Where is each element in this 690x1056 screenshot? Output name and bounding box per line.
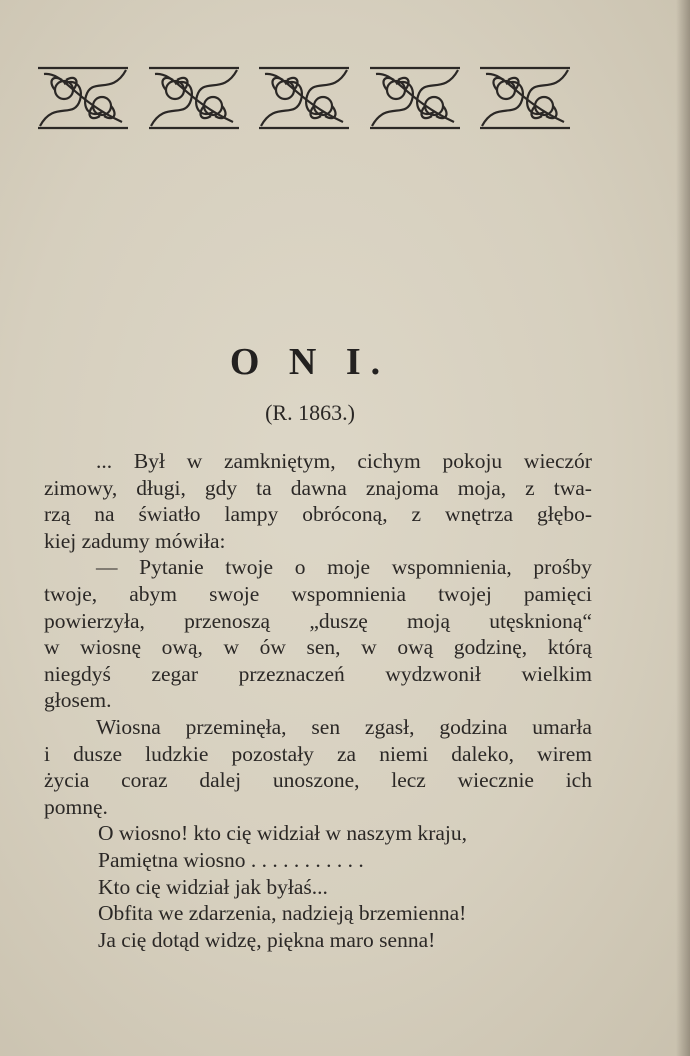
ornament-border [34, 60, 574, 136]
verse-line: Pamiętna wiosno . . . . . . . . . . . [98, 847, 364, 872]
text-line: powierzyła, przenoszą „duszę moją utęsknioną“ [44, 608, 592, 633]
text-line: twoje, abym swoje wspomnienia twojej pamięci [44, 581, 592, 606]
text-line: kiej zadumy mówiła: [44, 528, 226, 553]
text-line: życia coraz dalej unoszone, lecz wiecznie ich [44, 768, 592, 793]
chapter-title: O N I. [229, 341, 391, 383]
text-line: ... Był w zamkniętym, cichym pokoju wieczór [96, 449, 592, 473]
text-line: zimowy, długi, gdy ta dawna znajoma moja, z twa- [44, 475, 592, 500]
floral-ornament-icon [255, 60, 353, 136]
text-line: w wiosnę ową, w ów sen, w ową godzinę, którą [44, 635, 592, 660]
text-line: pomnę. [44, 794, 108, 819]
body-text [44, 448, 592, 953]
floral-ornament-icon [476, 60, 574, 136]
text-line: rzą na światło lampy obróconą, z wnętrza głębo- [44, 502, 592, 527]
chapter-subtitle: (R. 1863.) [265, 400, 355, 425]
verse-line: Kto cię widział jak byłaś... [98, 874, 328, 899]
floral-ornament-icon [145, 60, 243, 136]
floral-ornament-icon [366, 60, 464, 136]
verse-line: O wiosno! kto cię widział w naszym kraju, [98, 821, 467, 846]
text-line: i dusze ludzkie pozostały za niemi daleko, wirem [44, 741, 592, 766]
verse-line: Obfita we zdarzenia, nadzieją brzemienna! [98, 901, 467, 926]
text-line: — Pytanie twoje o moje wspomnienia, prośby [96, 555, 592, 580]
text-line: głosem. [44, 688, 112, 713]
text-line: niegdyś zegar przeznaczeń wydzwonił wielkim [44, 661, 592, 686]
text-line: Wiosna przeminęła, sen zgasł, godzina umarła [96, 714, 592, 739]
verse-line: Ja cię dotąd widzę, piękna maro senna! [98, 927, 436, 952]
floral-ornament-icon [34, 60, 132, 136]
